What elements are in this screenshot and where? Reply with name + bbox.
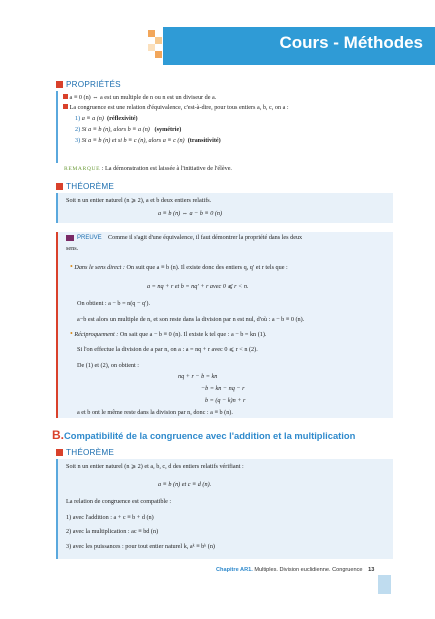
prop-item-1: 1) a ≡ a (n) (réflexivité) [75, 115, 138, 122]
bullet-icon [63, 104, 68, 109]
section-marker-icon [56, 81, 63, 88]
proof-eq1: a = nq + r et b = nq′ + r avec 0 ⩽ r < n. [147, 283, 249, 290]
proof-intro: Comme il s'agit d'une équivalence, il faut démontrer la propriété dans les deux [108, 234, 303, 241]
properties-heading: PROPRIÉTÉS [56, 80, 121, 89]
proof-label: PREUVE [77, 235, 102, 241]
proof-eq-c: b = (q − k)n + r [205, 397, 246, 404]
section-b-title: Compatibilité de la congruence avec l'addition et la multiplication [64, 430, 356, 441]
theorem-2-pow: 3) avec les puissances : pour tout entier naturel k, aᵏ ≡ bᵏ (n) [66, 543, 215, 550]
properties-bar [56, 91, 58, 163]
proof-eq-a: nq + r − b = kn [178, 373, 218, 380]
theorem-2-statement: Soit n un entier naturel (n ⩾ 2) et a, b, c, d des entiers relatifs vérifiant : [66, 463, 244, 470]
bullet-icon [63, 94, 68, 99]
theorem-2-compat: La relation de congruence est compatible : [66, 498, 172, 505]
theorem-heading: THÉORÈME [56, 182, 114, 191]
proof-obtain: On obtient : a − b = n(q − q′). [77, 300, 150, 307]
proof-from12: De (1) et (2), on obtient : [77, 362, 140, 369]
page-footer: Chapitre AR1. Multiples. Division euclidienne. Congruence 13 [216, 567, 375, 573]
section-marker-icon [56, 449, 63, 456]
theorem-equivalence: a ≡ b (n) ⇔ a − b ≡ 0 (n) [158, 210, 223, 217]
theorem-2-mult: 2) avec la multiplication : ac ≡ bd (n) [66, 528, 159, 535]
theorem-bar [56, 193, 58, 223]
proof-bar [56, 232, 58, 418]
theorem-statement: Soit n un entier naturel (n ⩾ 2), a et b deux entiers relatifs. [66, 197, 212, 204]
section-marker-icon [56, 183, 63, 190]
proof-intro-2: sens. [66, 245, 79, 252]
remark: REMARQUE : La démonstration est laissée à l'initiative de l'élève. [64, 165, 232, 172]
proof-multiple: a−b est alors un multiple de n, et son reste dans la division par n est nul, d'où : a − b ≡ 0 (n). [77, 316, 305, 323]
proof-conclusion: a et b ont le même reste dans la division par n, donc : a ≡ b (n). [77, 409, 233, 416]
bullet-icon: • [70, 329, 73, 338]
page-tab [378, 575, 391, 594]
prop-item-3: 3) Si a ≡ b (n) et si b ≡ c (n), alors a ≡ c (n) (transitivité) [75, 137, 221, 144]
theorem-2-hyp: a ≡ b (n) et c ≡ d (n). [158, 481, 212, 488]
bullet-icon: • [70, 262, 73, 271]
proof-converse: • Réciproquement : On sait que a − b ≡ 0 (n). Il existe k tel que : a − b = kn (1). [70, 329, 267, 338]
section-b-letter: B. [52, 428, 64, 442]
theorem-2-bar [56, 459, 58, 559]
prop-bullet-2: La congruence est une relation d'équivalence, c'est-à-dire, pour tous entiers a, b, c, on a : [63, 104, 289, 112]
page-number: 13 [368, 567, 375, 573]
prop-bullet-1: a ≡ 0 (n) ⇔ a est un multiple de n ou n est un diviseur de a. [63, 94, 216, 102]
prop-item-2: 2) Si a ≡ b (n), alors b ≡ a (n) (symétrie) [75, 126, 182, 133]
proof-direct: • Dans le sens direct : On suit que a ≡ b (n). Il existe donc des entiers q, q′ et r tels que : [70, 262, 288, 271]
theorem-2-heading: THÉORÈME [56, 448, 114, 457]
page-title: Cours - Méthodes [279, 33, 423, 52]
proof-division: Si l'on effectue la division de a par n, on a : a = nq + r avec 0 ⩽ r < n (2). [77, 346, 258, 353]
proof-eq-b: −b = kn − nq − r [201, 385, 245, 392]
theorem-2-add: 1) avec l'addition : a + c ≡ b + d (n) [66, 514, 154, 521]
proof-flag-icon [66, 235, 74, 241]
